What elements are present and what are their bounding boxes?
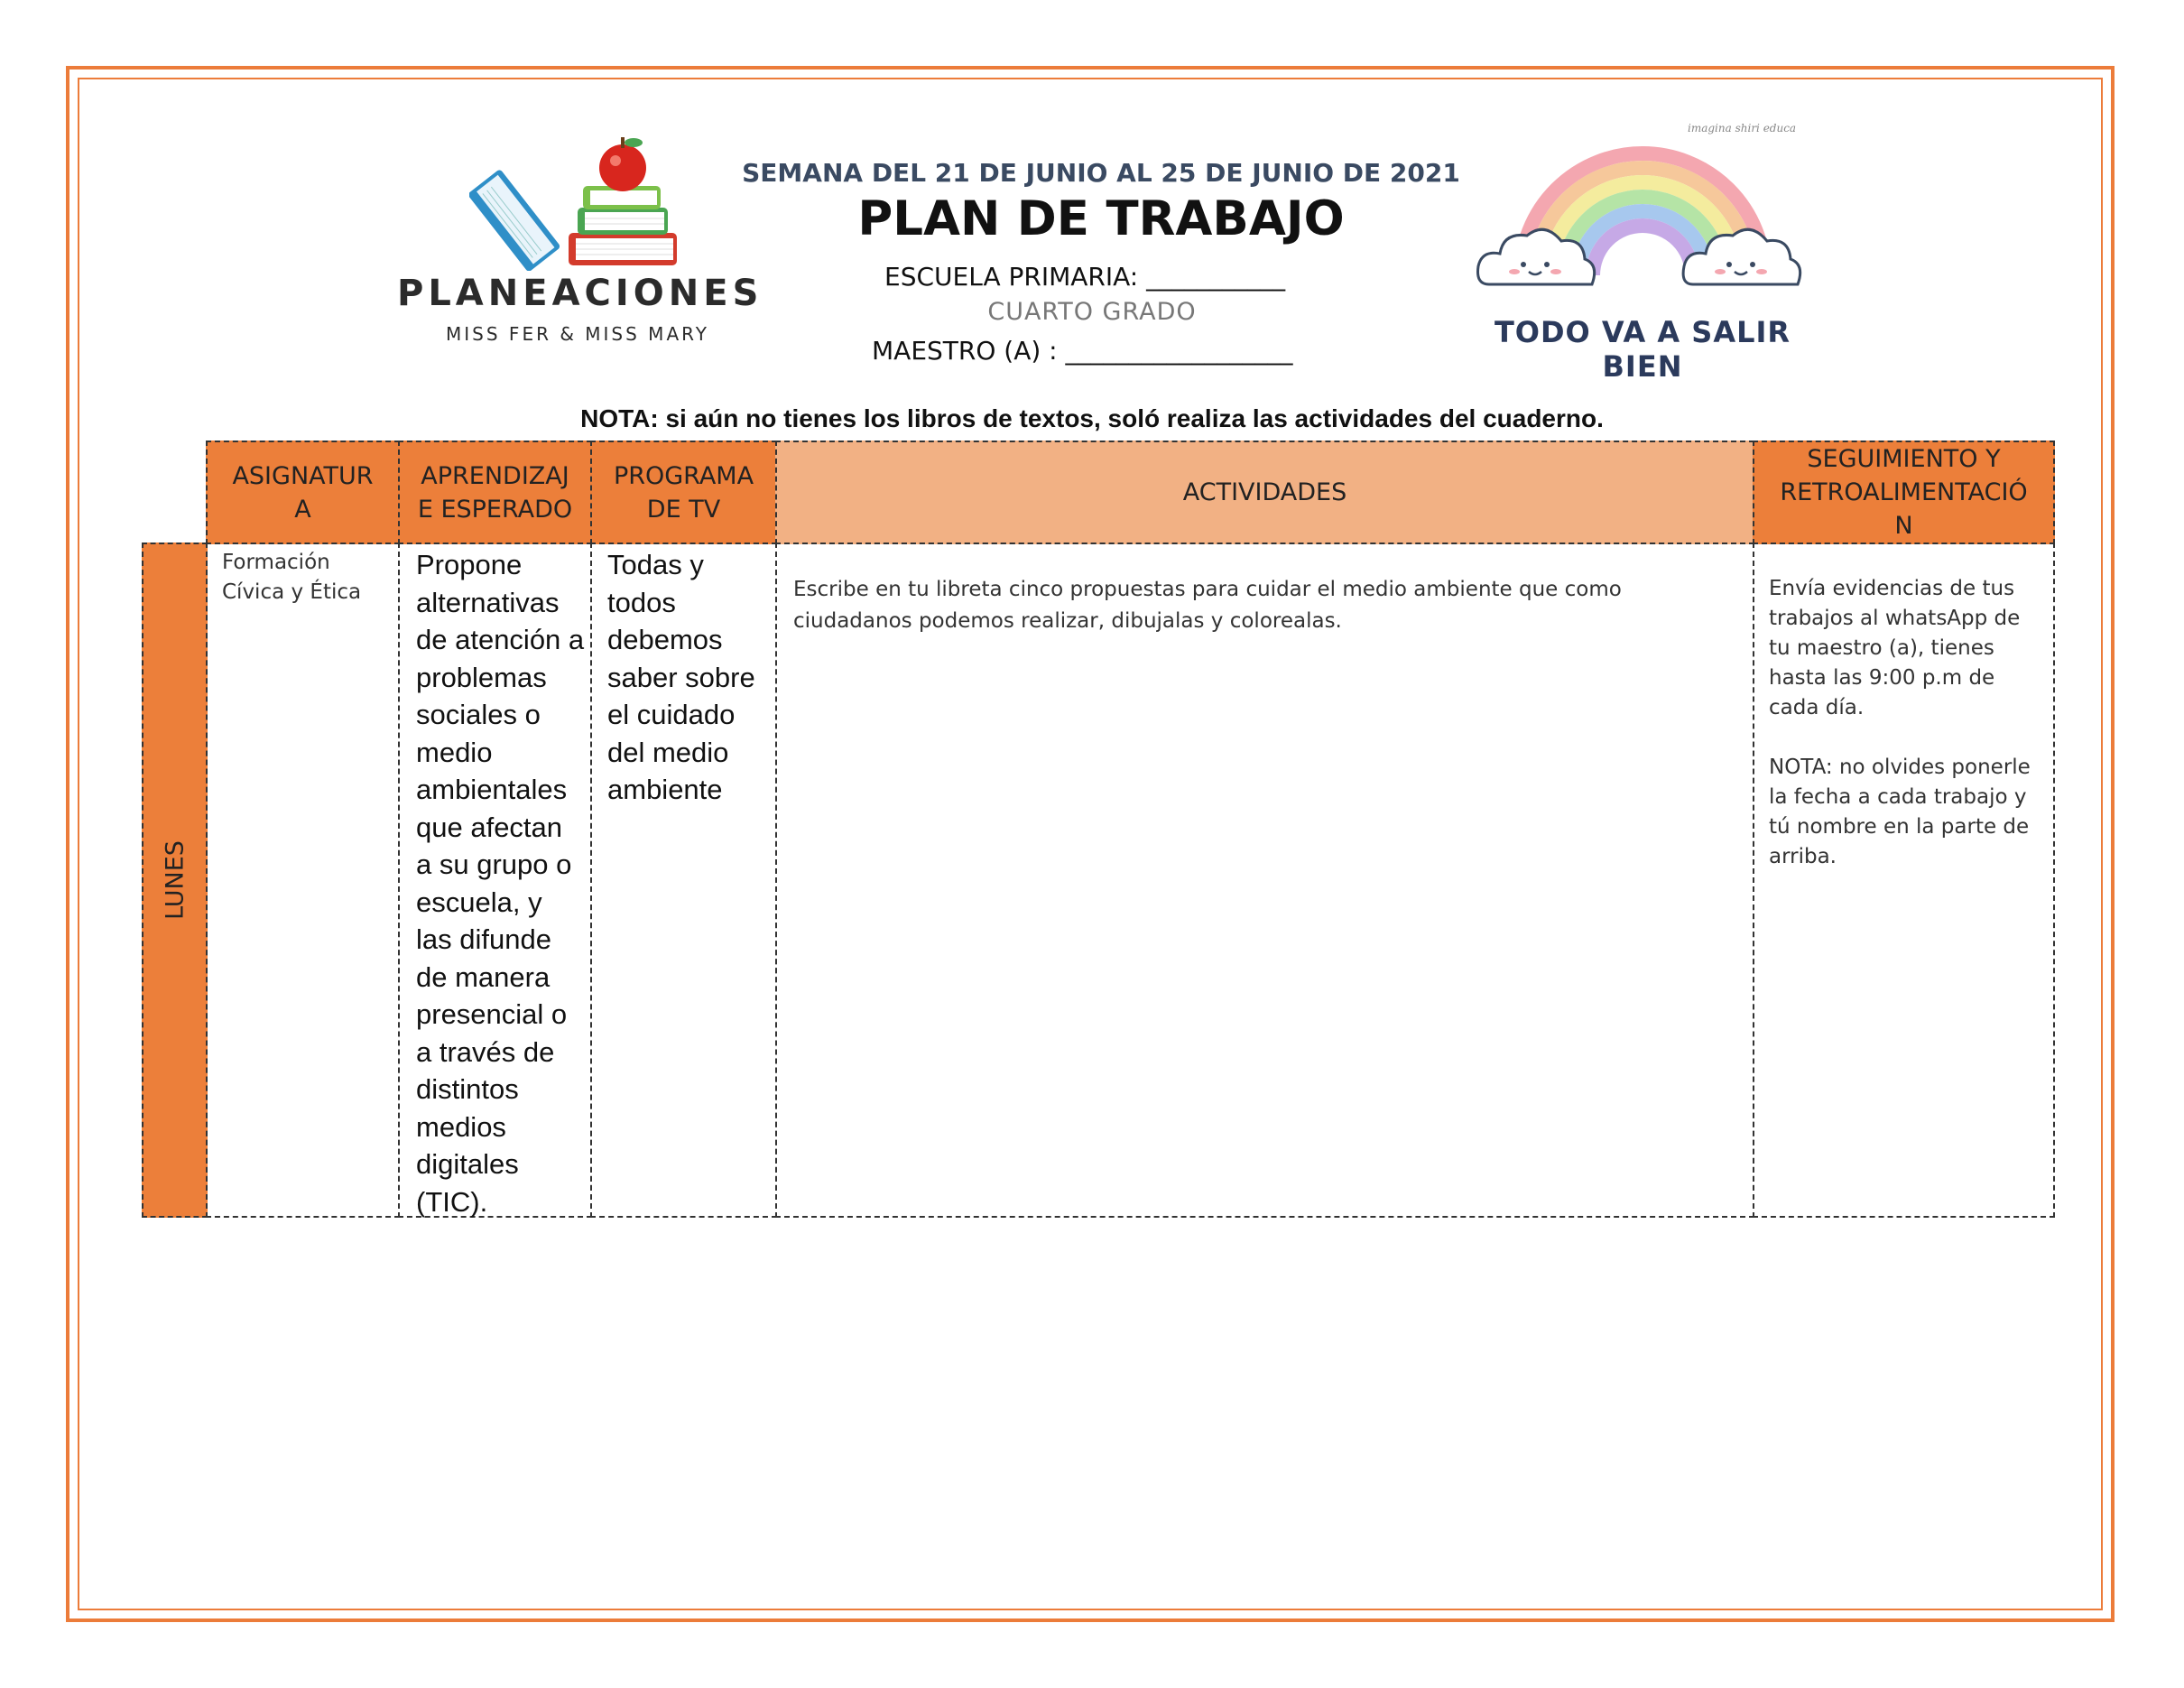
header-aprendizaje-label: APRENDIZAJ E ESPERADO — [417, 461, 573, 524]
header-actividades — [775, 441, 1754, 544]
header-aprendizaje — [398, 441, 592, 544]
followup-cell — [1753, 543, 2055, 1218]
day-label: LUNES — [161, 840, 189, 920]
tv-program-cell — [590, 543, 777, 1218]
header-programa-tv-label: PROGRAMA DE TV — [613, 461, 754, 524]
subject-text: Formación Cívica y Ética — [222, 551, 362, 604]
header-asignatura-label: ASIGNATUR A — [232, 461, 374, 524]
school-field: ESCUELA PRIMARIA: ___________ — [884, 262, 1286, 292]
rainbow-icon — [1471, 131, 1814, 320]
week-range: SEMANA DEL 21 DE JUNIO AL 25 DE JUNIO DE 2021 — [742, 158, 1460, 188]
day-cell — [142, 543, 208, 1218]
header-asignatura — [206, 441, 400, 544]
tv-program-text: Todas y todos debemos saber sobre el cuidado del medio ambiente — [607, 549, 755, 805]
expected-learning-cell — [398, 543, 592, 1218]
grade-label: CUARTO GRADO — [987, 298, 1197, 326]
subject-cell — [206, 543, 400, 1218]
followup-text: Envía evidencias de tus trabajos al whatsApp de tu maestro (a), tienes hasta las 9:00 p.m de cada día. — [1769, 577, 2021, 719]
page-title: PLAN DE TRABAJO — [857, 191, 1345, 246]
rainbow-slogan: TODO VA A SALIR BIEN — [1494, 315, 1791, 384]
activities-cell — [775, 543, 1754, 1218]
followup-note-text: NOTA: no olvides ponerle la fecha a cada trabajo y tú nombre en la parte de arriba. — [1769, 756, 2031, 868]
note-text: NOTA: si aún no tienes los libros de textos, soló realiza las actividades del cuaderno. — [580, 404, 1604, 432]
header-seguimiento-label: SEGUIMIENTO Y RETROALIMENTACIÓ N — [1780, 445, 2028, 540]
planeaciones-subtitle: MISS FER & MISS MARY — [446, 323, 709, 345]
rainbow-logo — [1471, 122, 1814, 384]
header-actividades-label: ACTIVIDADES — [1182, 478, 1347, 506]
planeaciones-brand: PLANEACIONES — [397, 273, 763, 314]
planeaciones-logo — [397, 135, 763, 361]
header-programa-tv — [590, 441, 777, 544]
teacher-field: MAESTRO (A) : __________________ — [872, 336, 1293, 366]
rainbow-small-text: imagina shiri educa — [1688, 122, 1797, 134]
books-apple-icon — [469, 135, 686, 271]
expected-learning-text: Propone alternativas de atención a problemas sociales o medio ambientales que afectan a su grupo o escuela, y las difunde de manera presencial o a través de distintos medios digitales (TIC). — [416, 549, 585, 1218]
header-seguimiento — [1753, 441, 2055, 544]
activities-text: Escribe en tu libreta cinco propuestas para cuidar el medio ambiente que como ciudadanos podemos realizar, dibujalas y colorealas. — [793, 578, 1622, 633]
